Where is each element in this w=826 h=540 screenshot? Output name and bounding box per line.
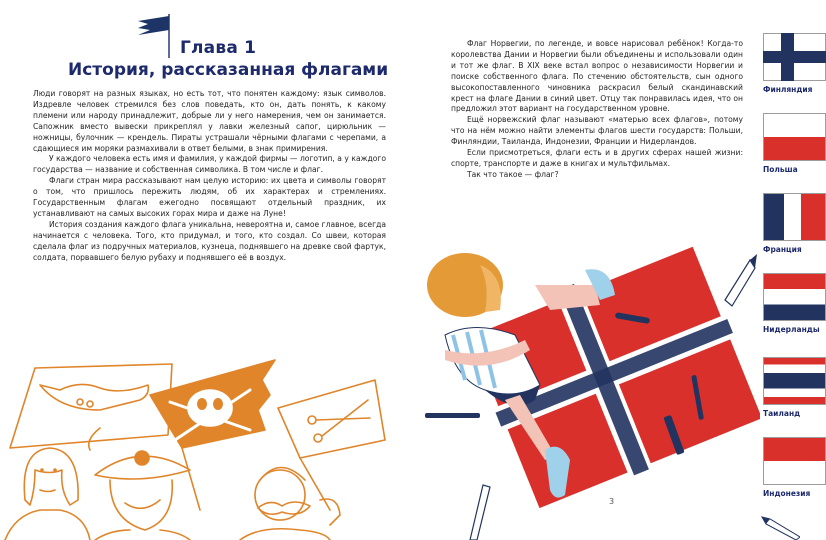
poland-flag-icon bbox=[763, 113, 826, 161]
pennant-flag-icon bbox=[136, 12, 172, 58]
flag-label: Индонезия bbox=[763, 489, 811, 498]
thailand-flag-icon bbox=[763, 357, 826, 405]
paragraph: Ещё норвежский флаг называют «матерью всех флагов», потому что на нём можно найти элементы флагов шести государств: Польши, Финляндии, Таиланда, Индонезии, Франции и Нидерландов. bbox=[451, 115, 743, 147]
page-number: 3 bbox=[609, 497, 615, 506]
flag-card-netherlands bbox=[763, 273, 826, 334]
paragraph: Так что такое — флаг? bbox=[467, 169, 559, 179]
flag-card-indonesia bbox=[763, 437, 826, 498]
flag-label: Таиланд bbox=[763, 409, 801, 418]
paragraph: История создания каждого флага уникальна, невероятна и, самое главное, всегда начинается с человека. Того, кто придумал, и того, кто создал. Со швеи, которая сделала флаг из подручных материалов, кузнеца, поднявшего на древке свой фартук, солдата, порвавшего белую рубаху и поднявшего её в воздух. bbox=[33, 219, 386, 262]
left-body-text bbox=[33, 89, 386, 264]
netherlands-flag-icon bbox=[763, 273, 826, 321]
paragraph: Если присмотреться, флаги есть и в других сферах нашей жизни: спорте, транспорте и даже в книгах и мультфильмах. bbox=[451, 148, 743, 168]
pirates-flags-illustration bbox=[0, 340, 413, 540]
flag-label: Финляндия bbox=[763, 85, 813, 94]
paragraph: Люди говорят на разных языках, но есть тот, что понятен каждому: язык символов. Издревле человек стремился без слов поведать, кто он, дать понять, к какому племени или народу принадлежит, добрые ли у него намерения, чем он занимается. Сапожник вместо вывески прикреплял у лавки железный сапог, цирюльник — ножницы, булочник — крендель. Пираты устрашали чёрными флагами с черепами, а сдающиеся им моряки размахивали в ответ белыми, в знак примирения. bbox=[33, 89, 386, 153]
france-flag-icon bbox=[763, 193, 826, 241]
flag-label: Польша bbox=[763, 165, 798, 174]
flag-label: Франция bbox=[763, 245, 802, 254]
flag-label: Нидерланды bbox=[763, 325, 820, 334]
flag-card-finland bbox=[763, 33, 826, 94]
right-body-text bbox=[451, 39, 743, 181]
flag-card-poland bbox=[763, 113, 826, 174]
child-painting-norway-flag-illustration bbox=[405, 240, 760, 540]
finland-flag-icon bbox=[763, 33, 826, 81]
flag-card-france bbox=[763, 193, 826, 254]
pencil-icon bbox=[760, 515, 800, 540]
chapter-title: История, рассказанная флагами bbox=[68, 60, 389, 80]
flag-card-thailand bbox=[763, 357, 826, 418]
paragraph: Флаги стран мира рассказывают нам целую историю: их цвета и символы говорят о том, что пришлось пережить людям, об их характерах и стремлениях. Государственным флагам ежегодно посвящают отдельный праздник, их устанавливают на самых высоких горах мира и даже на Луне! bbox=[33, 176, 386, 218]
paragraph: Флаг Норвегии, по легенде, и вовсе нарисовал ребёнок! Когда-то королевства Дании и Норвегии были объединены и использовали один и тот же флаг. В XIX веке встал вопрос о независимости Норвегии и поиске собственного флага. По стечению обстоятельств, сын одного высокопоставленного чиновника раскрасил белый скандинавский крест на флаге Дании в синий цвет. Отцу так понравилась идея, что он предложил этот вариант на государственном уровне. bbox=[451, 39, 743, 114]
indonesia-flag-icon bbox=[763, 437, 826, 485]
paragraph: У каждого человека есть имя и фамилия, у каждой фирмы — логотип, а у каждого государства — название и собственная символика. В том числе и флаг. bbox=[33, 154, 386, 175]
chapter-number: Глава 1 bbox=[180, 38, 257, 58]
